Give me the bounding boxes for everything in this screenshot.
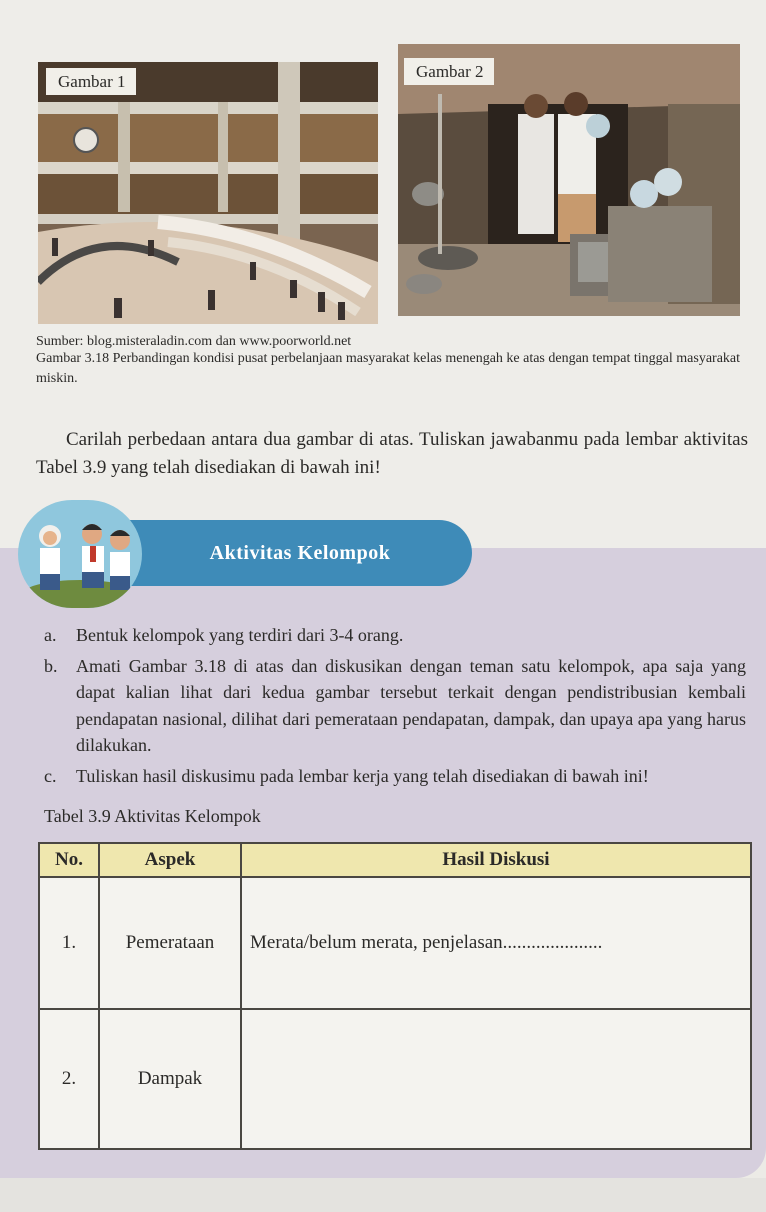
- page-bottom-background: [0, 1178, 766, 1212]
- activity-list: [44, 622, 746, 793]
- row-aspek: Pemerataan: [99, 877, 241, 1009]
- list-marker: c.: [44, 765, 57, 786]
- list-text: Tuliskan hasil diskusimu pada lembar kerja yang telah disediakan di bawah ini!: [76, 765, 649, 786]
- list-item: [44, 653, 746, 759]
- activity-title: Aktivitas Kelompok: [209, 541, 391, 564]
- figure-caption: Gambar 3.18 Perbandingan kondisi pusat perbelanjaan masyarakat kelas menengah ke atas dengan tempat tinggal masyarakat miskin.: [36, 351, 741, 386]
- list-marker: a.: [44, 625, 57, 645]
- mall-photo: [38, 62, 378, 324]
- list-marker: b.: [44, 655, 58, 676]
- row-hasil: [241, 1009, 751, 1149]
- activity-banner: [88, 520, 472, 586]
- photo2-label: Gambar 2: [404, 58, 494, 85]
- photo1-label: Gambar 1: [46, 68, 136, 95]
- students-illustration: [18, 500, 142, 608]
- table-caption: Tabel 3.9 Aktivitas Kelompok: [44, 806, 261, 826]
- slum-photo: [398, 44, 740, 316]
- row-hasil: Merata/belum merata, penjelasan.....................: [241, 877, 751, 1009]
- instruction-text: Carilah perbedaan antara dua gambar di atas. Tuliskan jawabanmu pada lembar aktivitas Tabel 3.9 yang telah disediakan di bawah ini!: [36, 429, 748, 478]
- list-text: Amati Gambar 3.18 di atas dan diskusikan dengan teman satu kelompok, apa saja yang dapat kalian lihat dari kedua gambar tersebut terkait dengan pendistribusian kembali pendapatan nasional, dilihat dari pemerataan pendapatan, dampak, dan upaya apa yang harus dilakukan.: [76, 655, 746, 755]
- table-row: [39, 1009, 751, 1149]
- table-header-row: [39, 843, 751, 877]
- activity-table: [38, 842, 752, 1150]
- header-hasil: Hasil Diskusi: [241, 843, 751, 877]
- list-text: Bentuk kelompok yang terdiri dari 3-4 orang.: [76, 625, 404, 645]
- list-item: [44, 622, 746, 649]
- row-no: 2.: [39, 1009, 99, 1149]
- row-aspek: Dampak: [99, 1009, 241, 1149]
- header-aspek: Aspek: [99, 843, 241, 877]
- header-no: No.: [39, 843, 99, 877]
- table-row: [39, 877, 751, 1009]
- list-item: [44, 763, 746, 790]
- row-no: 1.: [39, 877, 99, 1009]
- image-source: Sumber: blog.misteraladin.com dan www.poorworld.net: [36, 334, 352, 349]
